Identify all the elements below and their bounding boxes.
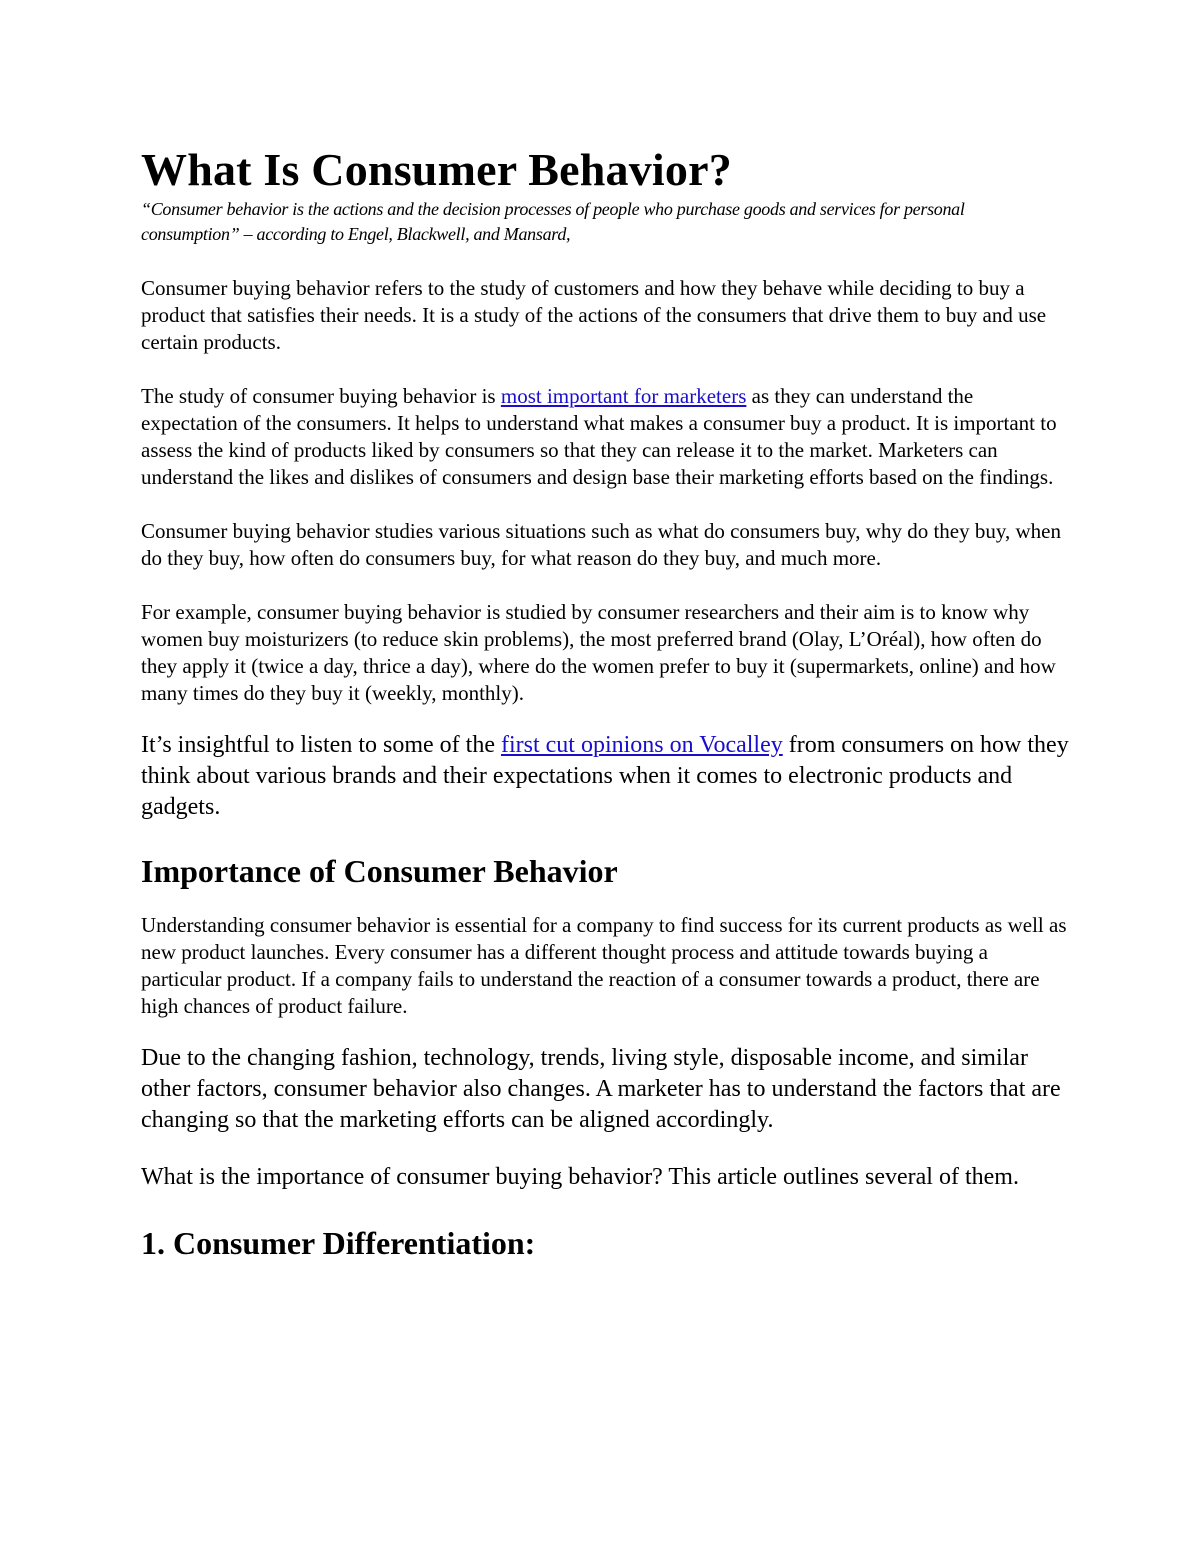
paragraph-situations: Consumer buying behavior studies various situations such as what do consumers buy, why do they buy, when do they buy, how often do consumers buy, for what reason do they buy, and much more. [141,519,1061,570]
paragraph-marketers [141,383,1071,491]
section-heading-importance: Importance of Consumer Behavior [141,853,618,889]
page-title: What Is Consumer Behavior? [141,144,732,195]
vocalley-link[interactable]: first cut opinions on Vocalley [500,732,783,758]
section-heading-differentiation: 1. Consumer Differentiation: [141,1225,536,1261]
paragraph-intro: Consumer buying behavior refers to the study of customers and how they behave while deciding to buy a product that satisfies their needs. It is a study of the actions of the consumers that drive them to buy and use certain products. [141,276,1047,354]
paragraph-marketers-text-after: as they can understand the expectation of the consumers. It helps to understand what makes a consumer buy a product. It is important to assess the kind of products liked by consumers so that they can release it to the market. Marketers can understand the likes and dislikes of consumers and design base their marketing efforts based on the findings. [141,384,1057,489]
most-important-link[interactable]: most important for marketers [500,384,747,408]
paragraph-changing-factors: Due to the changing fashion, technology, trends, living style, disposable income, and similar other factors, consumer behavior also changes. A marketer has to understand the factors that are changing so that the marketing efforts can be aligned accordingly. [141,1045,1061,1133]
paragraph-understanding: Understanding consumer behavior is essential for a company to find success for its current products as well as new product launches. Every consumer has a different thought process and attitude towards buying a particular product. If a company fails to understand the reaction of a consumer towards a product, there are high chances of product failure. [141,913,1067,1018]
paragraph-vocalley [141,730,1071,823]
definition-quote: “Consumer behavior is the actions and the decision processes of people who purchase goods and services for personal consumption” – according to Engel, Blackwell, and Mansard, [141,199,965,244]
paragraph-example: For example, consumer buying behavior is studied by consumer researchers and their aim is to know why women buy moisturizers (to reduce skin problems), the most preferred brand (Olay, L’Oréal), how often do they apply it (twice a day, thrice a day), where do the women prefer to buy it (supermarkets, online) and how many times do they buy it (weekly, monthly). [141,600,1056,705]
paragraph-vocalley-text-before: It’s insightful to listen to some of the [141,732,501,758]
paragraph-vocalley-text-after: from consumers on how they think about various brands and their expectations when it comes to electronic products and gadgets. [141,732,1069,820]
paragraph-importance-question: What is the importance of consumer buying behavior? This article outlines several of them. [141,1164,1019,1190]
paragraph-marketers-text-before: The study of consumer buying behavior is [141,384,501,408]
document-page [141,143,1071,1263]
